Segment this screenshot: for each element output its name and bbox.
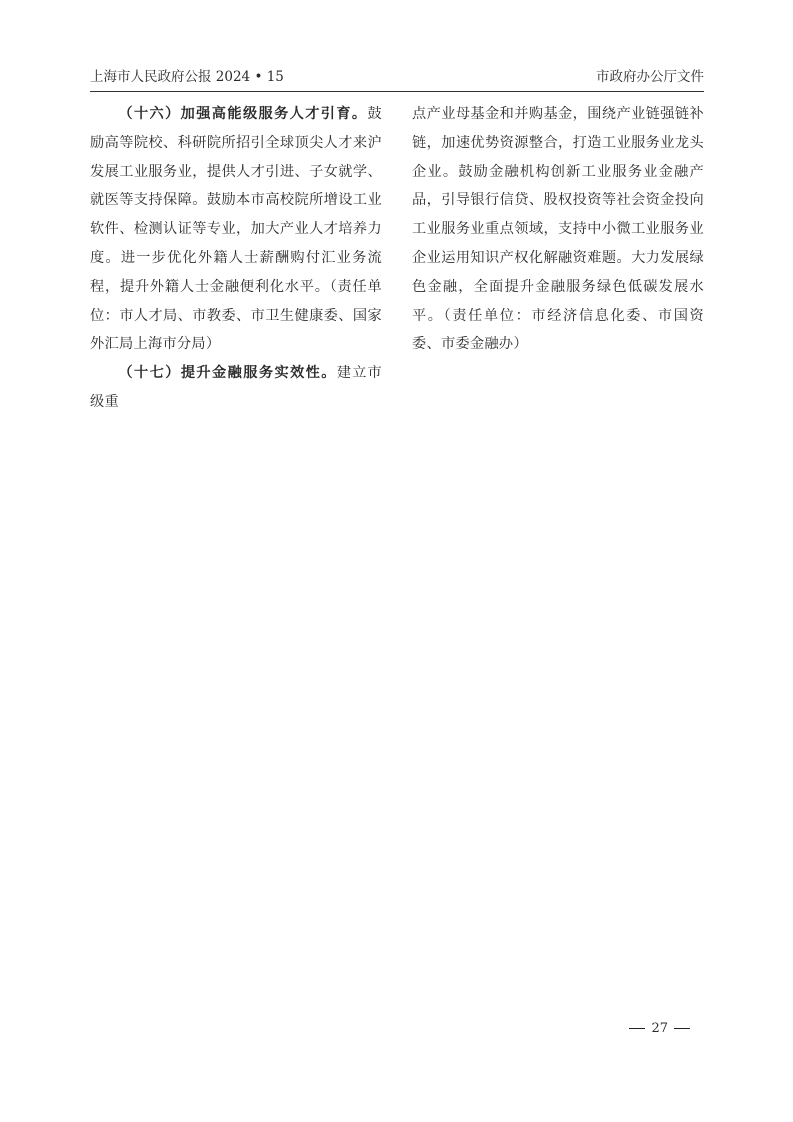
dash-right xyxy=(674,1028,690,1029)
text-column-left xyxy=(90,100,382,417)
paragraph-17-heading: （十七）提升金融服务实效性。 xyxy=(118,365,337,382)
paragraph-17-continued: 点产业母基金和并购基金，围绕产业链强链补链，加速优势资源整合，打造工业服务业龙头企业。鼓励金融机构创新工业服务业金融产品，引导银行信贷、股权投资等社会资金投向工业服务业重点领域，支持中小微工业服务业企业运用知识产权化解融资难题。大力发展绿色金融，全面提升金融服务绿色低碳发展水平。（责任单位：市经济信息化委、市国资委、市委金融办） xyxy=(412,106,704,353)
text-column-right xyxy=(412,100,704,359)
paragraph-17-body-start: 建立市级重 xyxy=(90,365,382,410)
paragraph-17 xyxy=(90,359,382,417)
running-header xyxy=(90,66,704,88)
paragraph-16-heading: （十六）加强高能级服务人才引育。 xyxy=(118,106,368,122)
paragraph-16-body: 鼓励高等院校、科研院所招引全球顶尖人才来沪发展工业服务业，提供人才引进、子女就学、就医等支持保障。鼓励本市高校院所增设工业软件、检测认证等专业，加大产业人才培养力度。进一步优化外籍人士薪酬购付汇业务流程，提升外籍人士金融便利化水平。（责任单位：市人才局、市教委、市卫生健康委、国家外汇局上海市分局） xyxy=(90,106,382,353)
page-number: 27 xyxy=(651,1021,668,1036)
header-rule xyxy=(90,91,704,92)
section-title: 市政府办公厅文件 xyxy=(596,69,704,85)
paragraph-16 xyxy=(90,100,382,359)
page-footer xyxy=(623,1018,696,1040)
dash-left xyxy=(629,1028,645,1029)
journal-title: 上海市人民政府公报 2024 • 15 xyxy=(90,69,284,85)
